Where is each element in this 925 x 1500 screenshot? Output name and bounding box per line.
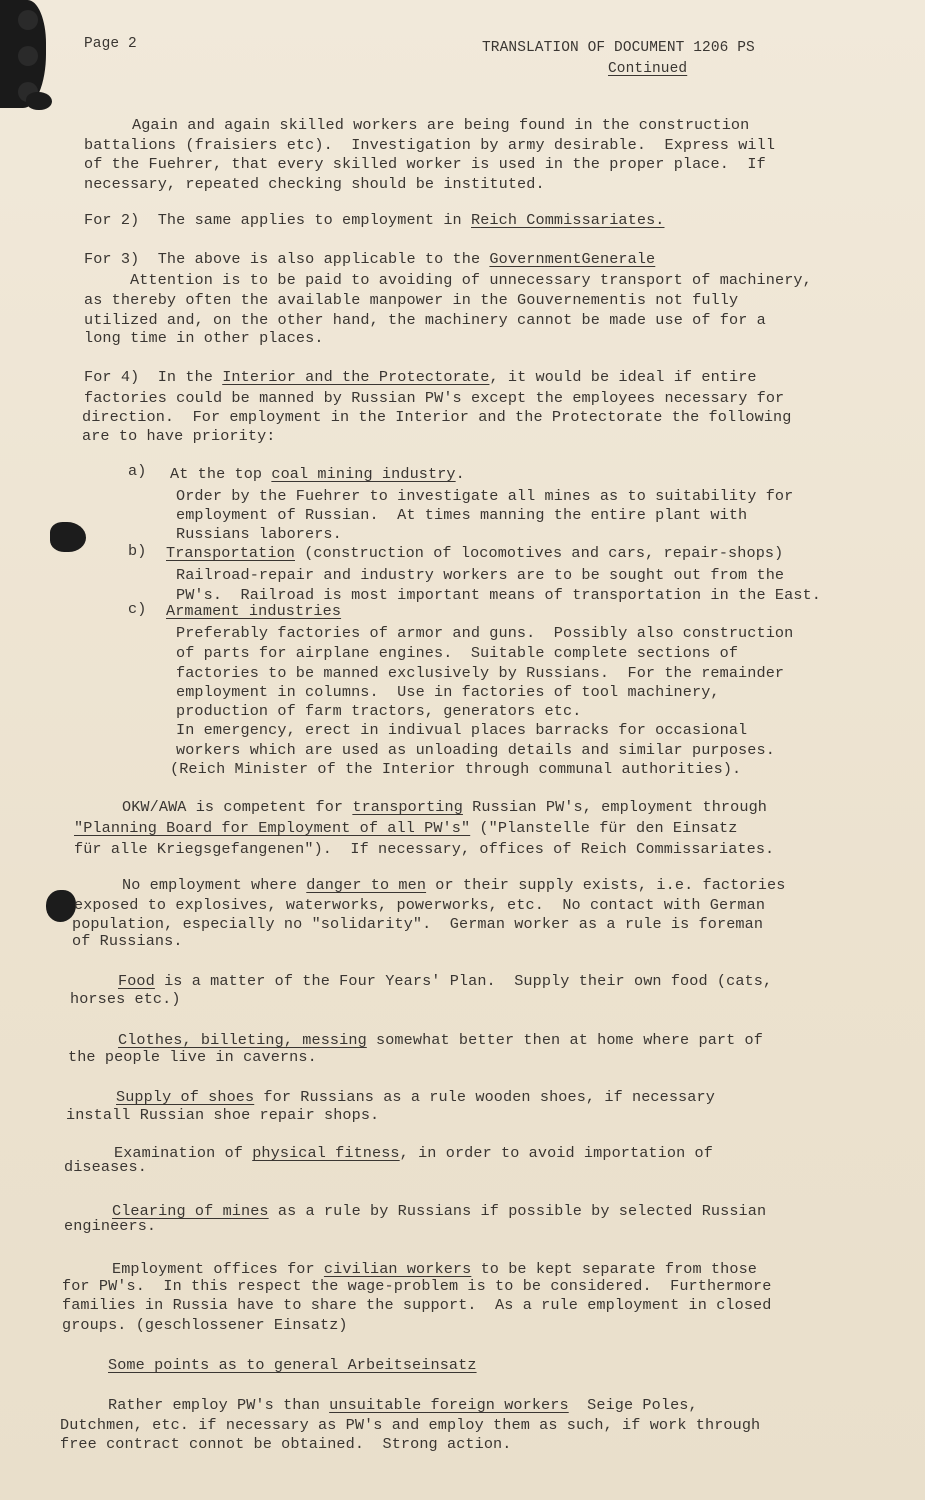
danger-line: population, especially no "solidarity". German worker as a rule is foreman xyxy=(72,915,764,933)
intro-line: necessary, repeated checking should be instituted. xyxy=(84,175,545,193)
rather-text: Rather employ PW's than xyxy=(108,1396,330,1414)
for4-underlined: Interior and the Protectorate xyxy=(222,368,490,386)
for4-line: direction. For employment in the Interior and the Protectorate the following xyxy=(82,408,792,426)
ink-blot-mark xyxy=(50,522,86,552)
shoes-line: install Russian shoe repair shops. xyxy=(66,1106,380,1124)
offices-line: groups. (geschlossener Einsatz) xyxy=(62,1316,348,1334)
offices-line: families in Russia have to share the support. As a rule employment in closed xyxy=(62,1296,772,1314)
clothes-suffix: somewhat better then at home where part of xyxy=(366,1031,763,1049)
item-c-line: production of farm tractors, generators etc. xyxy=(176,702,582,720)
item-c-underlined: Armament industries xyxy=(166,602,342,620)
item-b-suffix: (construction of locomotives and cars, repair-shops) xyxy=(295,544,784,562)
item-a-text: At the top xyxy=(170,465,272,483)
offices-text: Employment offices for xyxy=(112,1260,324,1278)
okw-suffix: Russian PW's, employment through xyxy=(462,798,767,816)
intro-line: Again and again skilled workers are being found in the construction xyxy=(132,116,750,134)
document-title: TRANSLATION OF DOCUMENT 1206 PS xyxy=(482,40,755,56)
item-c-marker: c) xyxy=(128,600,147,618)
for3-line: long time in other places. xyxy=(84,329,324,347)
for2-underlined: Reich Commissariates. xyxy=(471,211,665,229)
clothes-line: the people live in caverns. xyxy=(68,1048,317,1066)
fitness-line: diseases. xyxy=(64,1158,147,1176)
mines-suffix: as a rule by Russians if possible by selected Russian xyxy=(268,1202,767,1220)
general-heading-text: Some points as to general Arbeitseinsatz xyxy=(108,1356,477,1374)
item-b-marker: b) xyxy=(128,542,147,560)
offices-line: for PW's. In this respect the wage-problem is to be considered. Furthermore xyxy=(62,1277,772,1295)
item-a-line: Russians laborers. xyxy=(176,525,342,543)
item-c-line: workers which are used as unloading details and similar purposes. xyxy=(176,741,775,759)
rather-line xyxy=(108,1396,698,1416)
for2-line xyxy=(84,211,665,231)
shoes-suffix: for Russians as a rule wooden shoes, if necessary xyxy=(254,1088,715,1106)
item-a-line: employment of Russian. At times manning the entire plant with xyxy=(176,506,748,524)
page-number: Page 2 xyxy=(84,36,137,52)
food-underlined: Food xyxy=(118,972,155,990)
danger-line: exposed to explosives, waterworks, powerworks, etc. No contact with German xyxy=(74,896,766,914)
intro-line: of the Fuehrer, that every skilled worker is used in the proper place. If xyxy=(84,155,766,173)
danger-text: No employment where xyxy=(122,876,307,894)
fitness-line xyxy=(114,1144,713,1164)
item-b-line: Railroad-repair and industry workers are to be sought out from the xyxy=(176,566,785,584)
okw-text: OKW/AWA is competent for xyxy=(122,798,353,816)
fitness-underlined: physical fitness xyxy=(252,1144,400,1162)
shoes-line xyxy=(116,1088,715,1108)
item-c-line: In emergency, erect in indivual places barracks for occasional xyxy=(176,721,748,739)
food-line xyxy=(118,972,772,992)
for4-line: are to have priority: xyxy=(82,427,276,445)
binder-strip xyxy=(0,0,78,110)
for4-line xyxy=(84,368,757,388)
rather-line: free contract connot be obtained. Strong action. xyxy=(60,1435,512,1453)
punch-hole-icon xyxy=(18,10,38,30)
danger-suffix: or their supply exists, i.e. factories xyxy=(426,876,786,894)
okw-board-suffix: ("Planstelle für den Einsatz xyxy=(470,819,738,837)
item-b-line: PW's. Railroad is most important means of transportation in the East. xyxy=(176,586,821,604)
general-heading xyxy=(108,1356,477,1376)
item-a-line: Order by the Fuehrer to investigate all mines as to suitability for xyxy=(176,487,794,505)
food-line: horses etc.) xyxy=(70,990,181,1008)
item-c-line xyxy=(166,602,341,622)
danger-line: of Russians. xyxy=(72,932,183,950)
for2-text: For 2) The same applies to employment in xyxy=(84,211,471,229)
intro-line: battalions (fraisiers etc). Investigation by army desirable. Express will xyxy=(84,136,776,154)
item-b-underlined: Transportation xyxy=(166,544,295,562)
item-c-line: employment in columns. Use in factories of tool machinery, xyxy=(176,683,720,701)
mines-line: engineers. xyxy=(64,1217,157,1235)
okw-board-underlined: "Planning Board for Employment of all PW's" xyxy=(74,819,471,837)
for3-text: For 3) The above is also applicable to the xyxy=(84,250,490,268)
okw-line: für alle Kriegsgefangenen"). If necessary, offices of Reich Commissariates. xyxy=(74,840,775,858)
for3-line: Attention is to be paid to avoiding of unnecessary transport of machinery, xyxy=(130,271,812,289)
fitness-text: Examination of xyxy=(114,1144,253,1162)
mines-line xyxy=(112,1202,766,1222)
for3-underlined: GovernmentGenerale xyxy=(489,250,656,268)
clothes-underlined: Clothes, billeting, messing xyxy=(118,1031,367,1049)
okw-line xyxy=(122,798,767,818)
item-c-line: factories to be manned exclusively by Russians. For the remainder xyxy=(176,664,785,682)
for4-suffix: , it would be ideal if entire xyxy=(489,368,757,386)
item-b-line xyxy=(166,544,783,564)
for4-text: For 4) In the xyxy=(84,368,223,386)
rather-underlined: unsuitable foreign workers xyxy=(329,1396,569,1414)
fitness-suffix: , in order to avoid importation of xyxy=(399,1144,713,1162)
item-a-underlined: coal mining industry xyxy=(271,465,456,483)
item-c-line: of parts for airplane engines. Suitable complete sections of xyxy=(176,644,739,662)
item-a-suffix: . xyxy=(455,465,465,483)
danger-underlined: danger to men xyxy=(306,876,427,894)
mines-underlined: Clearing of mines xyxy=(112,1202,269,1220)
food-suffix: is a matter of the Four Years' Plan. Supply their own food (cats, xyxy=(154,972,773,990)
rather-suffix: Seige Poles, xyxy=(568,1396,698,1414)
for3-line: as thereby often the available manpower in the Gouvernementis not fully xyxy=(84,291,739,309)
item-a-line xyxy=(170,465,465,485)
for4-line: factories could be manned by Russian PW's except the employees necessary for xyxy=(84,389,785,407)
for3-line: utilized and, on the other hand, the machinery cannot be made use of for a xyxy=(84,311,766,329)
offices-underlined: civilian workers xyxy=(323,1260,472,1278)
punch-hole-icon xyxy=(18,46,38,66)
shoes-underlined: Supply of shoes xyxy=(116,1088,255,1106)
offices-suffix: to be kept separate from those xyxy=(471,1260,757,1278)
item-a-marker: a) xyxy=(128,462,147,480)
item-c-line: Preferably factories of armor and guns. Possibly also construction xyxy=(176,624,794,642)
danger-line xyxy=(122,876,785,896)
continued-label xyxy=(608,60,687,80)
okw-underlined: transporting xyxy=(352,798,463,816)
item-c-line: (Reich Minister of the Interior through communal authorities). xyxy=(170,760,742,778)
for3-line xyxy=(84,250,655,270)
okw-line xyxy=(74,819,737,839)
continued-text: Continued xyxy=(608,61,688,77)
ink-drip-mark xyxy=(26,92,52,110)
rather-line: Dutchmen, etc. if necessary as PW's and employ them as such, if work through xyxy=(60,1416,761,1434)
